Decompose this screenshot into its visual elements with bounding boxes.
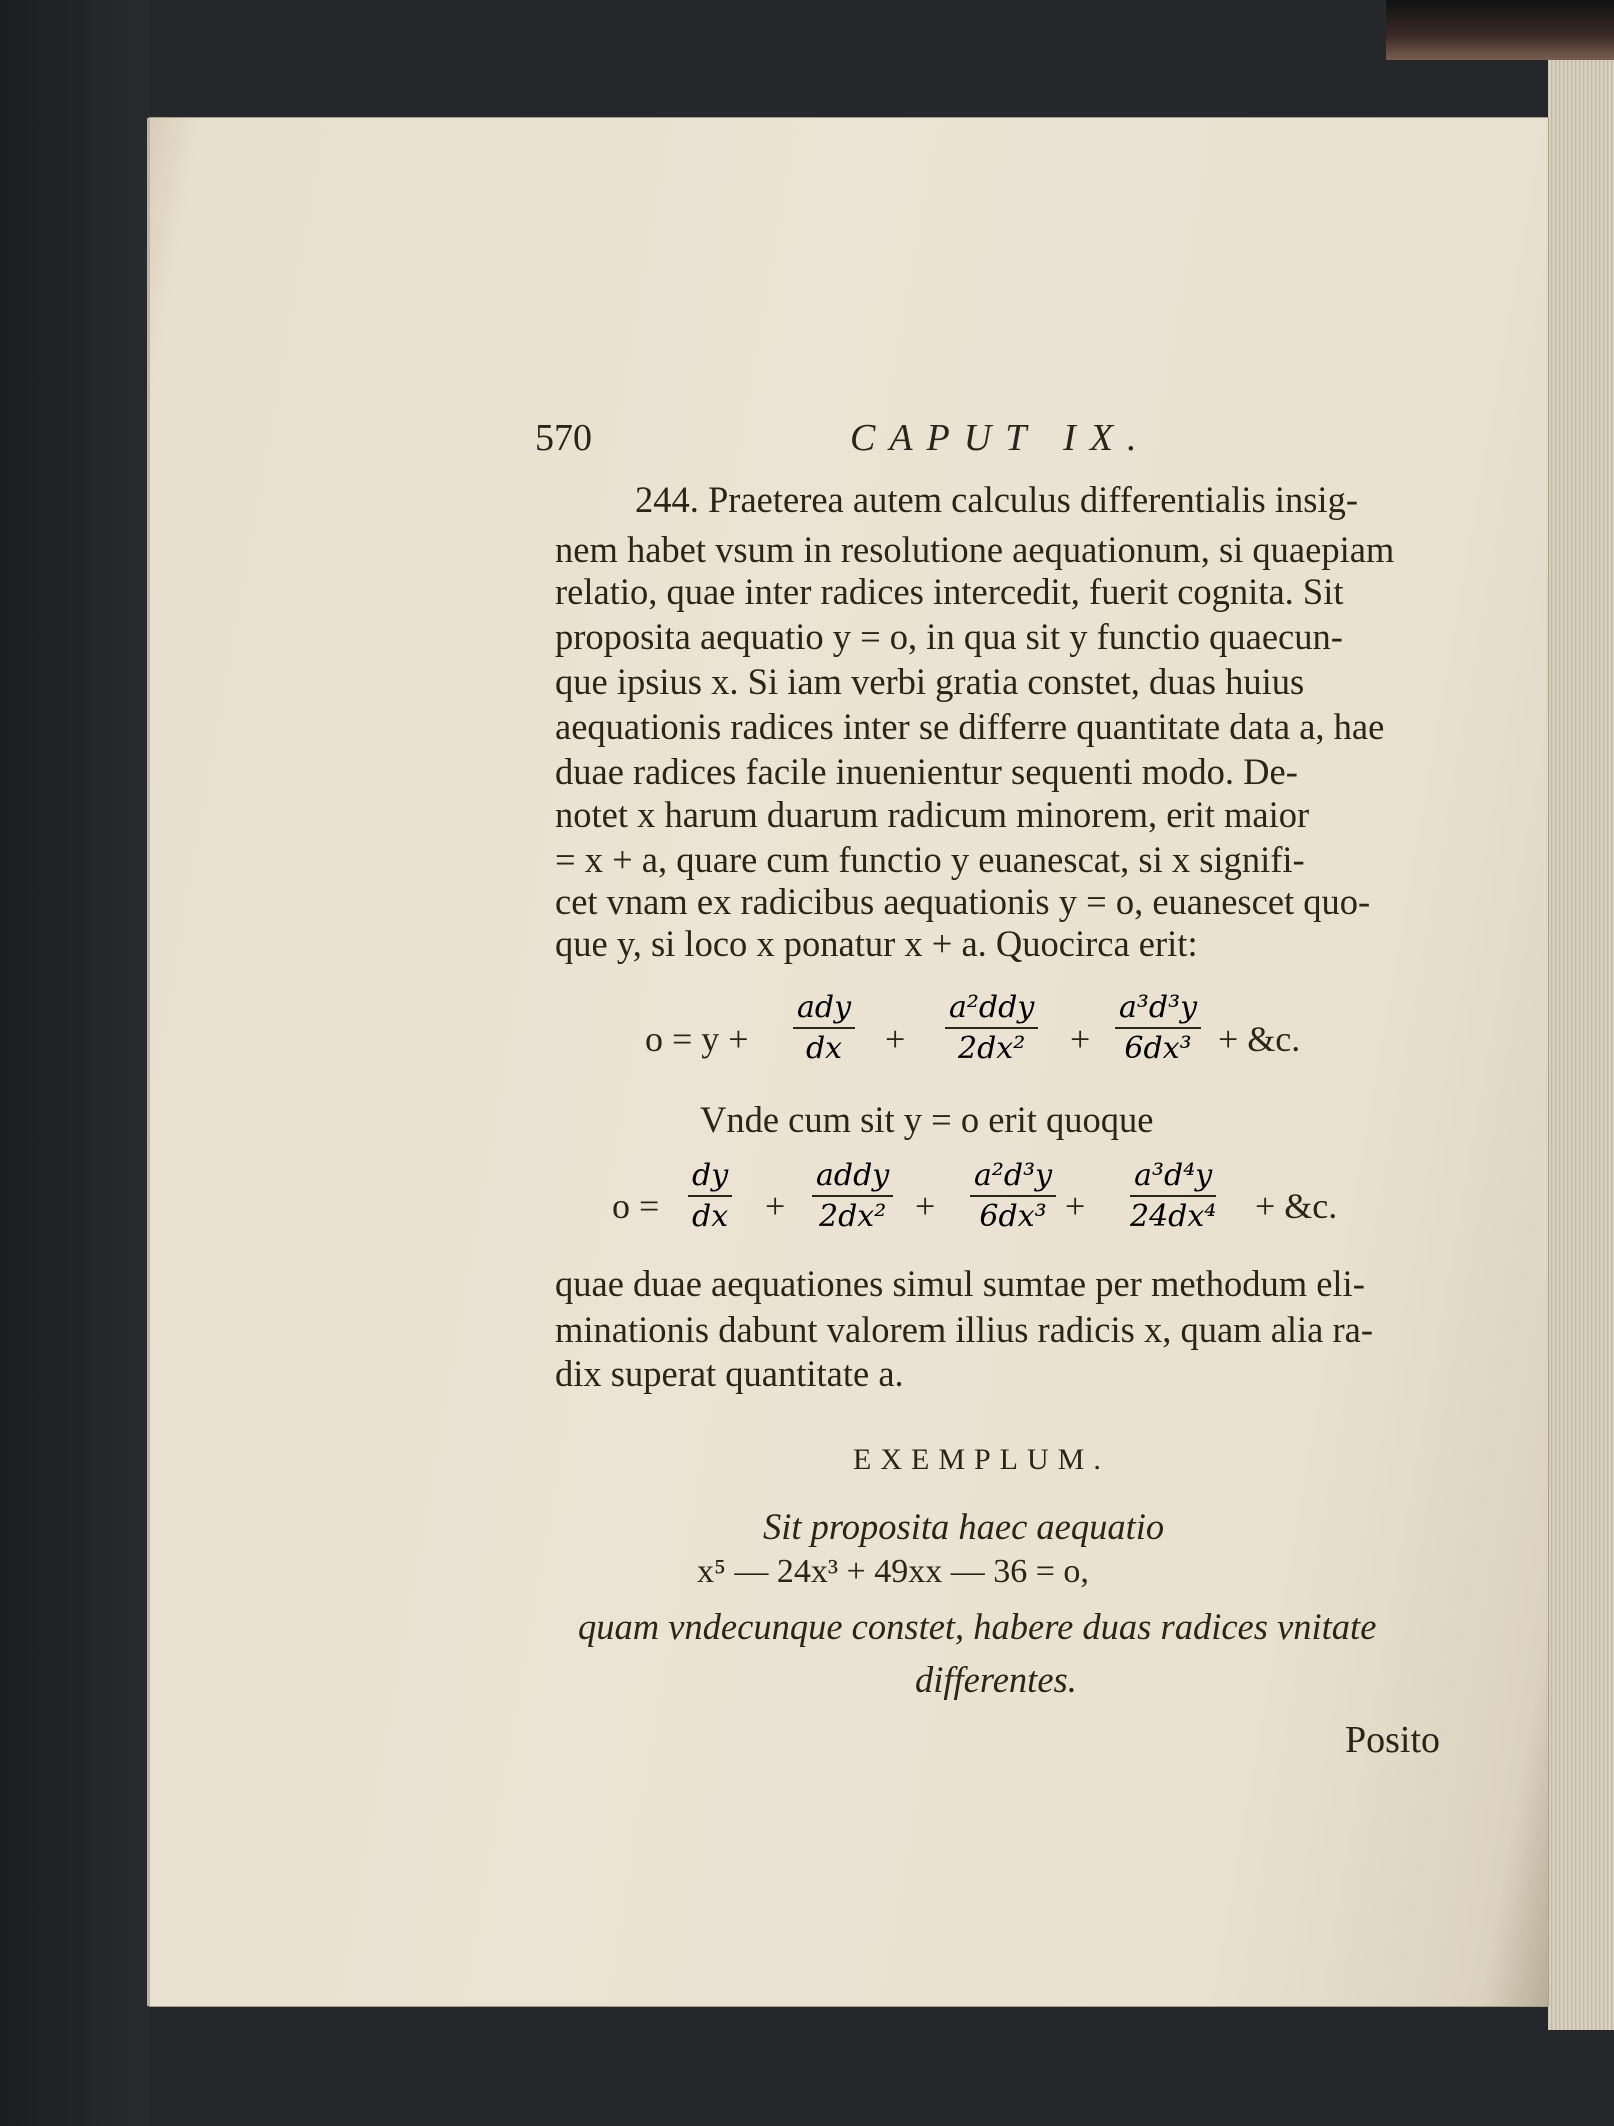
text-line: quae duae aequationes simul sumtae per methodum eli- [555, 1263, 1365, 1304]
fraction-numerator: a³d⁴y [1130, 1158, 1216, 1197]
vnde-line: Vnde cum sit y = o erit quoque [700, 1099, 1154, 1140]
background-corner [1386, 0, 1614, 60]
text-line: 244. Praeterea autem calculus differentialis insig- [635, 479, 1358, 520]
fraction [793, 990, 855, 1066]
fraction [688, 1158, 732, 1234]
running-title: CAPUT IX. [850, 417, 1151, 459]
fraction-denominator: 24dx⁴ [1130, 1199, 1217, 1234]
fraction-numerator: ady [793, 990, 855, 1029]
exemplum-line: differentes. [915, 1659, 1077, 1700]
fraction-denominator: dx [692, 1199, 729, 1234]
text-line: aequationis radices inter se differre quantitate data a, hae [555, 706, 1385, 747]
fraction-denominator: dx [805, 1031, 843, 1066]
fraction [812, 1158, 893, 1234]
fraction-numerator: dy [688, 1158, 732, 1197]
plus-sign: + [1065, 1186, 1086, 1226]
page-number: 570 [535, 417, 592, 459]
equation-tail: + &c. [1218, 1019, 1301, 1059]
text-line: dix superat quantitate a. [555, 1353, 904, 1394]
text-line: cet vnam ex radicibus aequationis y = o, euanescet quo- [555, 881, 1371, 922]
background-left [0, 0, 150, 2126]
text-line: relatio, quae inter radices intercedit, fuerit cognita. Sit [555, 571, 1344, 612]
fraction [945, 990, 1038, 1066]
fraction-numerator: a²ddy [945, 990, 1038, 1029]
fraction-numerator: a²d³y [970, 1158, 1056, 1197]
equation-tail: + &c. [1255, 1186, 1338, 1226]
text-line: duae radices facile inuenientur sequenti modo. De- [555, 751, 1298, 792]
plus-sign: + [915, 1186, 936, 1226]
text-line: proposita aequatio y = o, in qua sit y functio quaecun- [555, 616, 1343, 657]
text-line: nem habet vsum in resolutione aequationum, si quaepiam [555, 529, 1395, 570]
plus-sign: + [765, 1186, 786, 1226]
fraction-numerator: a³d³y [1115, 990, 1201, 1029]
fraction-denominator: 6dx³ [1124, 1031, 1192, 1066]
exemplum-equation: x⁵ — 24x³ + 49xx — 36 = o, [697, 1553, 1089, 1590]
text-line: = x + a, quare cum functio y euanescat, si x signifi- [555, 839, 1305, 880]
exemplum-line: quam vndecunque constet, habere duas radices vnitate [578, 1606, 1377, 1647]
plus-sign: + [1070, 1019, 1091, 1059]
text-line: notet x harum duarum radicum minorem, erit maior [555, 794, 1310, 835]
catchword: Posito [1345, 1719, 1441, 1761]
fraction [970, 1158, 1056, 1234]
facing-page-edges [1548, 60, 1614, 2030]
text-line: que ipsius x. Si iam verbi gratia constet, duas huius [555, 661, 1305, 702]
equation-lead: o = [612, 1186, 660, 1226]
exemplum-line: Sit proposita haec aequatio [763, 1506, 1165, 1547]
fraction [1115, 990, 1201, 1066]
text-line: que y, si loco x ponatur x + a. Quocirca erit: [555, 923, 1198, 964]
fraction [1130, 1158, 1216, 1234]
exemplum-heading: EXEMPLUM. [853, 1443, 1110, 1476]
fraction-numerator: addy [812, 1158, 893, 1197]
text-line: minationis dabunt valorem illius radicis x, quam alia ra- [555, 1309, 1374, 1350]
fraction-denominator: 6dx³ [979, 1199, 1047, 1234]
fraction-denominator: 2dx² [958, 1031, 1026, 1066]
fraction-denominator: 2dx² [819, 1199, 887, 1234]
plus-sign: + [885, 1019, 906, 1059]
equation-lead: o = y + [645, 1019, 749, 1059]
